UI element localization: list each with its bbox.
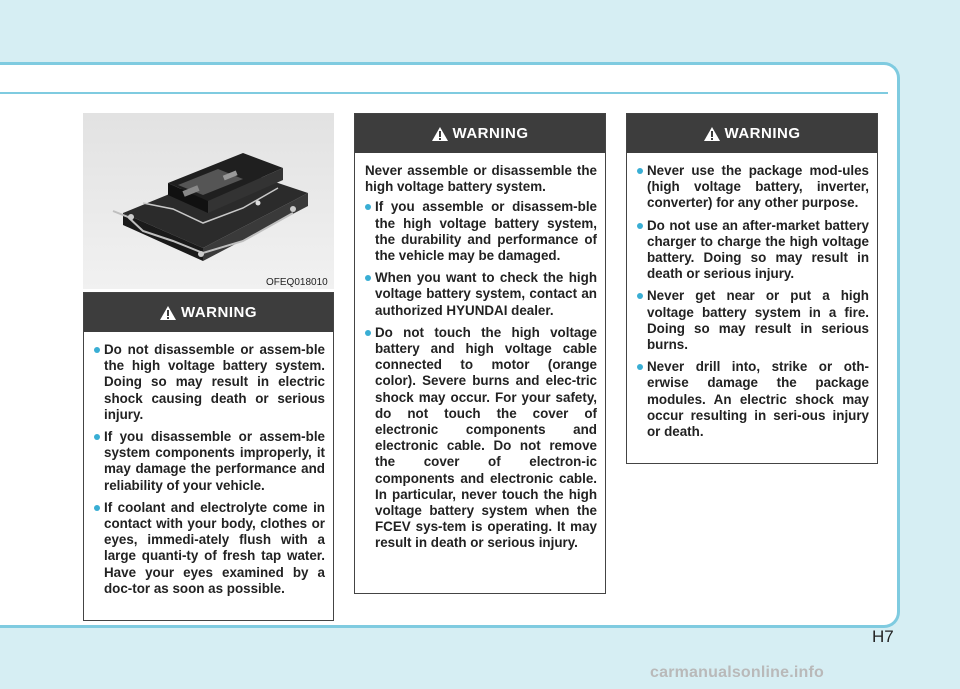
warning-box-disassembly	[83, 292, 334, 621]
warning-box-battery-system	[354, 113, 606, 594]
warning-box-package-modules	[626, 113, 878, 464]
image-caption: OFEQ018010	[266, 277, 328, 288]
footer-watermark: carmanualsonline.info	[650, 664, 825, 681]
warning-triangle-icon	[432, 127, 448, 141]
warning-item: If you disassemble or assem-ble system components improperly, it may damage the performance and reliability of your vehicle.	[94, 429, 325, 494]
warning-item: Never drill into, strike or oth-erwise damage the package modules. An electric shock may occur resulting in seri-ous injury or death.	[637, 359, 869, 440]
warning-header	[627, 114, 877, 153]
warning-header	[84, 293, 333, 332]
warning-header	[355, 114, 605, 153]
warning-item: Do not disassemble or assem-ble the high voltage battery system. Doing so may result in electric shock causing death or serious injury.	[94, 342, 325, 423]
warning-triangle-icon	[704, 127, 720, 141]
warning-item: If you assemble or disassem-ble the high voltage battery system, the durability and performance of the vehicle may be damaged.	[365, 199, 597, 264]
warning-intro: Never assemble or disassemble the high voltage battery system.	[365, 163, 597, 195]
battery-pack-photo	[83, 113, 334, 289]
warning-item: If coolant and electrolyte come in contact with your body, clothes or eyes, immedi-ately flush with a large quanti-ty of fresh tap water. Have your eyes examined by a doc-tor as soon as possible.	[94, 500, 325, 597]
page-number: H7	[872, 627, 894, 646]
header-rule	[0, 92, 888, 94]
warning-triangle-icon	[160, 306, 176, 320]
warning-item: Do not use an after-market battery charger to charge the high voltage battery. Doing so may result in death or serious injury.	[637, 218, 869, 283]
battery-pack-illustration	[83, 113, 334, 289]
warning-item: Do not touch the high voltage battery and high voltage cable connected to motor (orange color). Severe burns and elec-tric shock may occur. For your safety, do not touch the cover of electronic components and electronic cable. Do not remove the cover of electron-ic components and electronic cable. In particular, never touch the high voltage battery system when the FCEV sys-tem is operating. It may result in death or serious injury.	[365, 325, 597, 552]
warning-title: WARNING	[452, 125, 529, 142]
warning-item: When you want to check the high voltage battery system, contact an authorized HYUNDAI dealer.	[365, 270, 597, 319]
warning-title: WARNING	[724, 125, 801, 142]
warning-item: Never get near or put a high voltage battery system in a fire. Doing so may result in serious burns.	[637, 288, 869, 353]
warning-title: WARNING	[181, 304, 257, 321]
warning-item: Never use the package mod-ules (high voltage battery, inverter, converter) for any other purpose.	[637, 163, 869, 212]
